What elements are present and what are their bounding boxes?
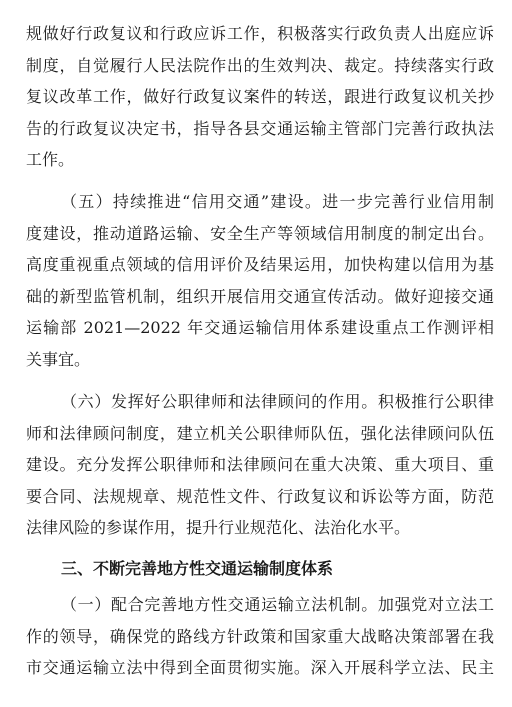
section-heading-text: 三、不断完善地方性交通运输制度体系 [61, 559, 334, 578]
text-line: 法律风险的参谋作用，提升行业规范化、法治化水平。 [26, 518, 411, 538]
text-line: 度建设，推动道路运输、安全生产等领域信用制度的制定出台。 [26, 223, 494, 243]
text-line: 市交通运输立法中得到全面贯彻实施。深入开展科学立法、民主 [26, 658, 494, 678]
text-line: 作的领导，确保党的路线方针政策和国家重大战略决策部署在我 [26, 626, 494, 646]
text-line: 要合同、法规规章、规范性文件、行政复议和诉讼等方面，防范 [26, 486, 494, 506]
section-heading [26, 553, 494, 585]
text-line: 高度重视重点领域的信用评价及结果运用，加快构建以信用为基 [26, 255, 494, 275]
text-line: 运输部 2021—2022 年交通运输信用体系建设重点工作测评相 [26, 318, 494, 338]
text-line: 建设。充分发挥公职律师和法律顾问在重大决策、重大项目、重 [26, 455, 494, 475]
paragraph-admin-review [26, 18, 494, 176]
text-line: 复议改革工作，做好行政复议案件的转送，跟进行政复议机关抄 [26, 87, 494, 107]
text-line: 师和法律顾问制度，建立机关公职律师队伍，强化法律顾问队伍 [26, 423, 494, 443]
text-line: 关事宜。 [26, 349, 91, 369]
paragraph-credit-transport [26, 186, 494, 376]
text-line: 告的行政复议决定书，指导各县交通运输主管部门完善行政执法 [26, 118, 494, 138]
text-line: （六）发挥好公职律师和法律顾问的作用。积极推行公职律 [61, 392, 494, 411]
text-line: 工作。 [26, 150, 75, 170]
text-line: 础的新型监管机制，组织开展信用交通宣传活动。做好迎接交通 [26, 286, 494, 306]
paragraph-public-lawyers [26, 386, 494, 544]
text-line: （一）配合完善地方性交通运输立法机制。加强党对立法工 [61, 595, 494, 614]
text-line: 制度，自觉履行人民法院作出的生效判决、裁定。持续落实行政 [26, 55, 494, 75]
text-line: 规做好行政复议和行政应诉工作，积极落实行政负责人出庭应诉 [26, 24, 494, 43]
paragraph-local-legislation [26, 589, 494, 684]
text-line: （五）持续推进“信用交通”建设。进一步完善行业信用制 [61, 192, 494, 211]
